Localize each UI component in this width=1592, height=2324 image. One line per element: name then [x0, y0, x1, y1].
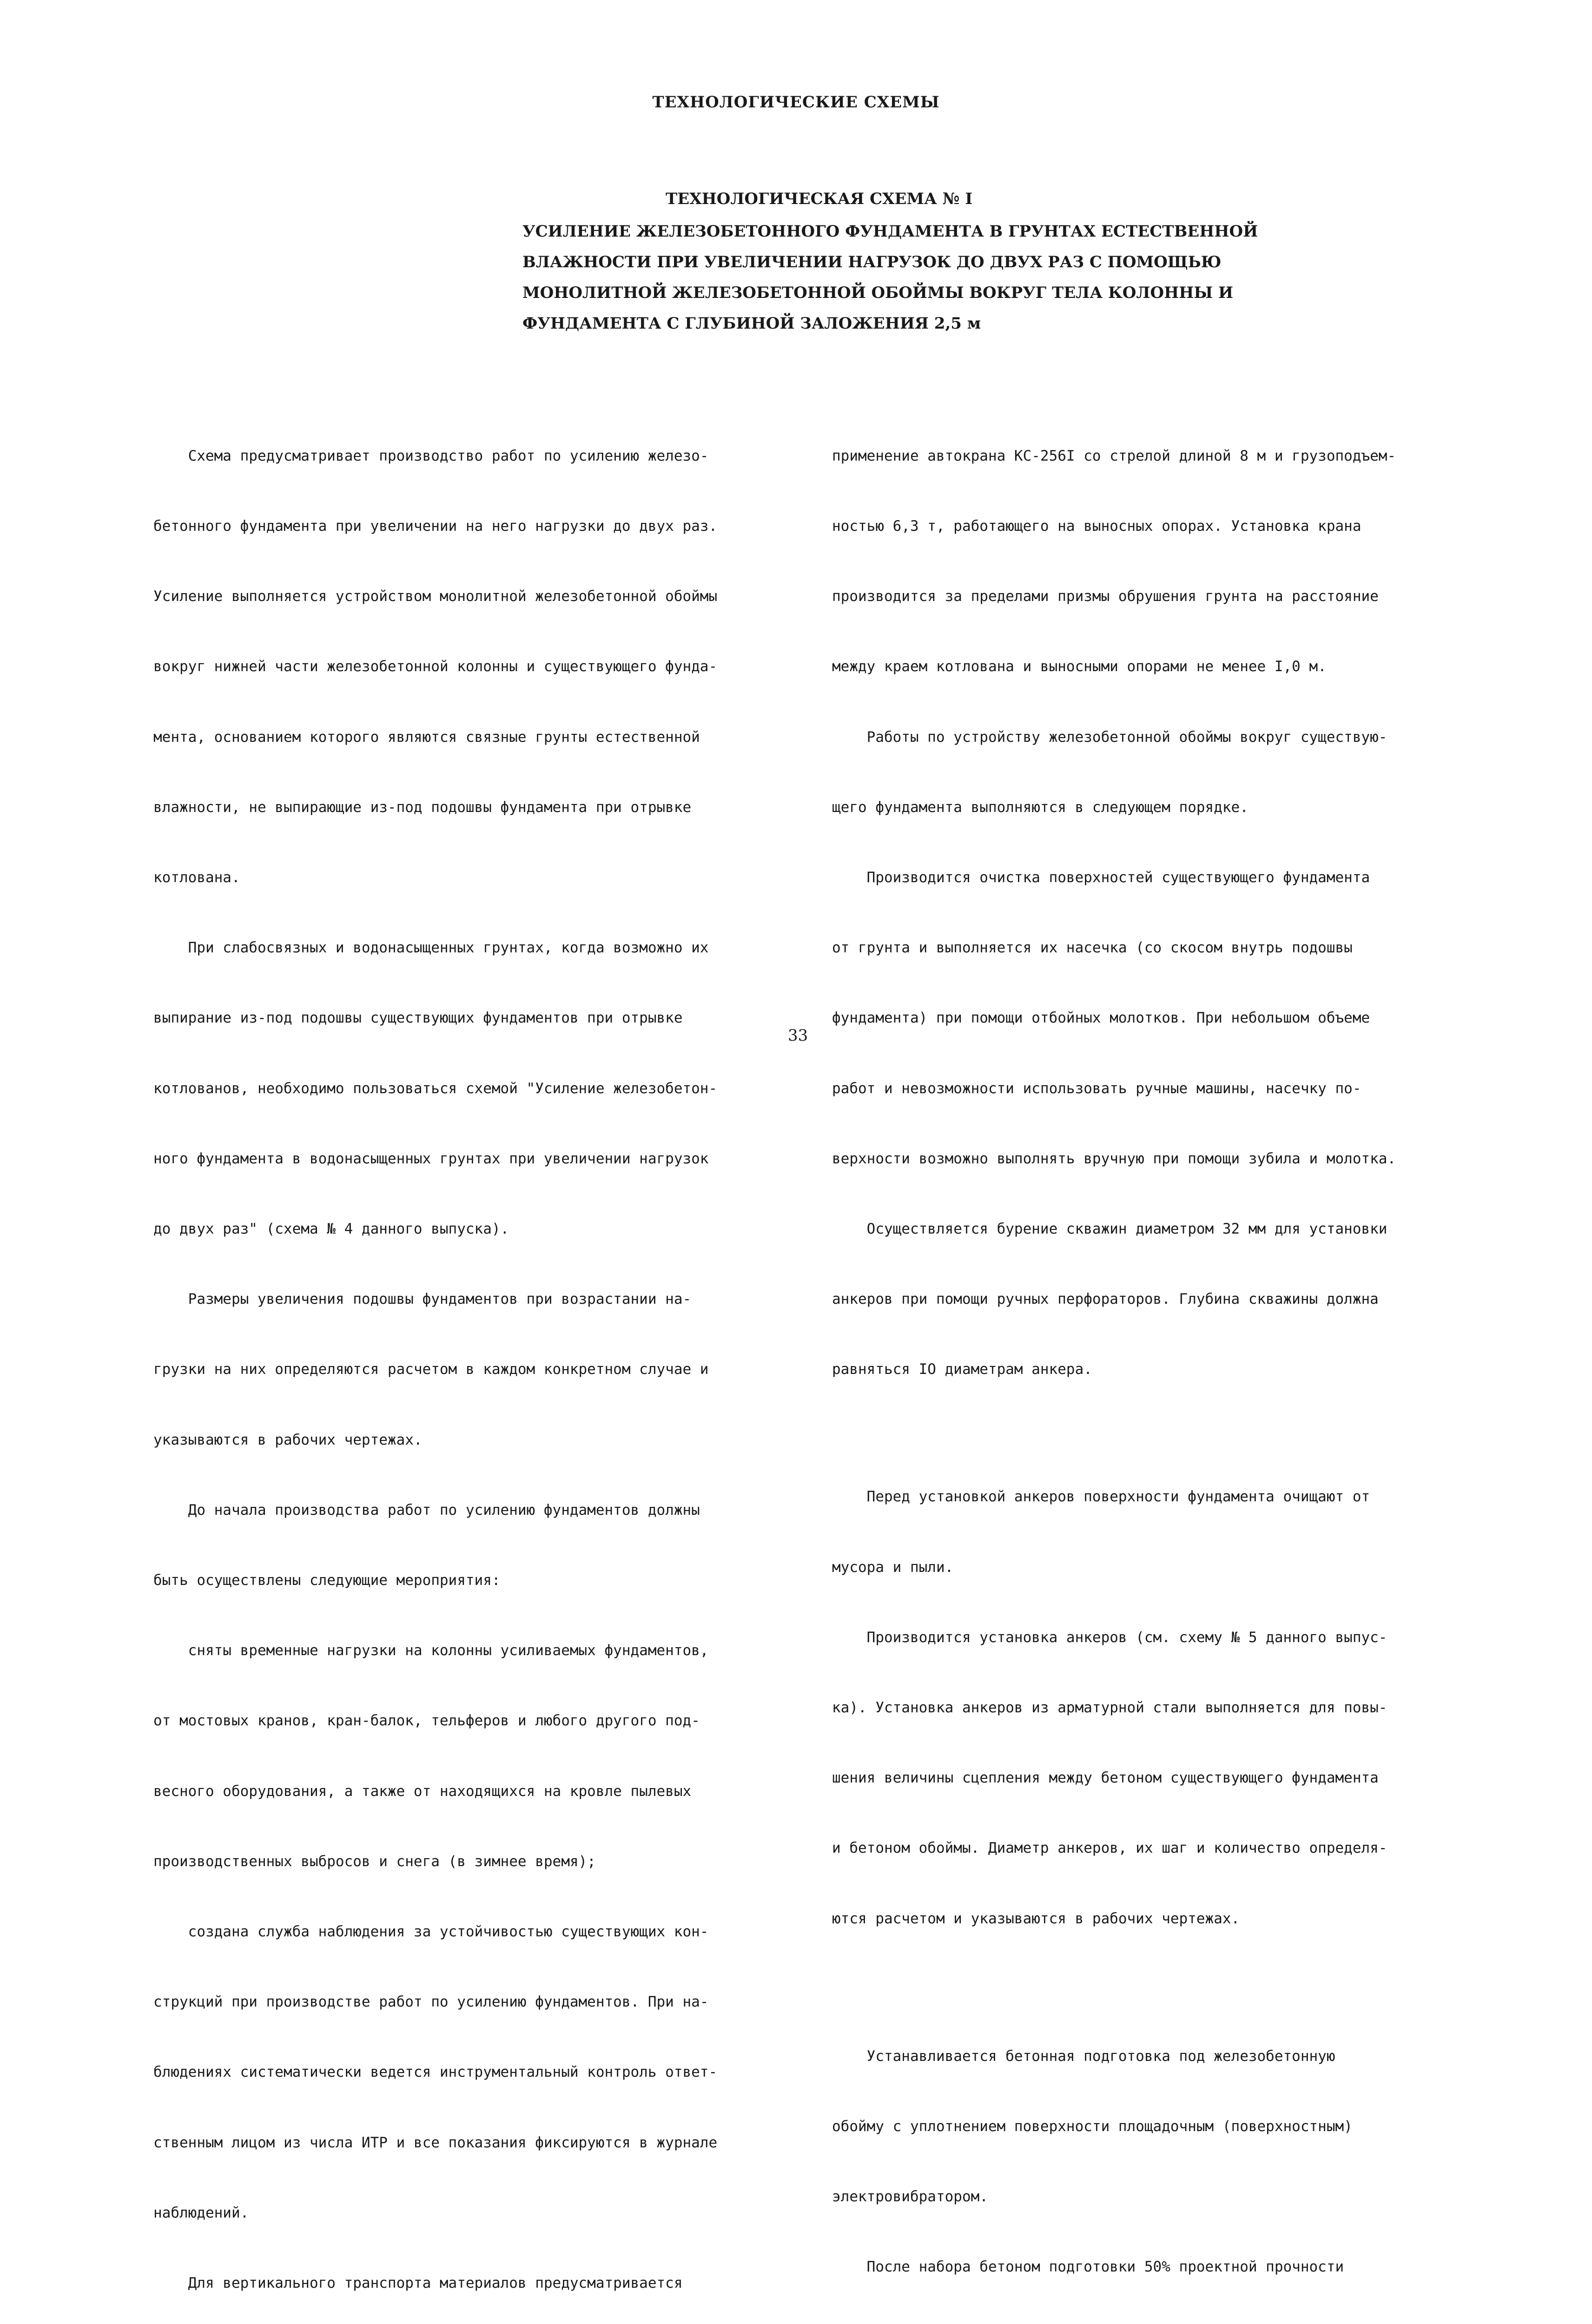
right-line: ностью 6,3 т, работающего на выносных опорах. Установка крана [832, 518, 1361, 535]
left-line: влажности, не выпирающие из-под подошвы фундамента при отрывке [153, 799, 692, 816]
left-line: вокруг нижней части железобетонной колонны и существующего фунда- [153, 658, 718, 675]
left-line: ственным лицом из числа ИТР и все показания фиксируются в журнале [153, 2134, 718, 2151]
scheme-number: ТЕХНОЛОГИЧЕСКАЯ СХЕМА № I [666, 190, 973, 208]
right-line: и бетоном обоймы. Диаметр анкеров, их шаг и количество определя- [832, 1840, 1387, 1857]
right-line: ются расчетом и указываются в рабочих чертежах. [832, 1910, 1240, 1927]
left-line: При слабосвязных и водонасыщенных грунтах, когда возможно их [153, 939, 709, 957]
right-line: Производится установка анкеров (см. схему № 5 данного выпус- [832, 1629, 1387, 1646]
left-line: до двух раз" (схема № 4 данного выпуска). [153, 1221, 509, 1238]
scheme-title-line-1: УСИЛЕНИЕ ЖЕЛЕЗОБЕТОННОГО ФУНДАМЕНТА В ГРУНТАХ ЕСТЕСТВЕННОЙ [522, 222, 1258, 241]
left-line: Усиление выполняется устройством монолитной железобетонной обоймы [153, 588, 718, 605]
right-line: фундамента) при помощи отбойных молотков. При небольшом объеме [832, 1010, 1370, 1027]
left-line: создана служба наблюдения за устойчивостью существующих кон- [153, 1923, 709, 1941]
left-line: блюдениях систематически ведется инструментальный контроль ответ- [153, 2064, 718, 2081]
right-line: анкеров при помощи ручных перфораторов. Глубина скважины должна [832, 1291, 1379, 1308]
left-line: указываются в рабочих чертежах. [153, 1431, 423, 1448]
right-line: щего фундамента выполняются в следующем порядке. [832, 799, 1248, 816]
left-line: производственных выбросов и снега (в зимнее время); [153, 1853, 596, 1870]
left-line: струкций при производстве работ по усилению фундаментов. При на- [153, 1994, 709, 2011]
right-line: применение автокрана КС-256I со стрелой длиной 8 м и грузоподъем- [832, 447, 1396, 464]
left-line: котлована. [153, 869, 240, 886]
right-line: Осуществляется бурение скважин диаметром 32 мм для установки [832, 1221, 1387, 1238]
right-line: После набора бетоном подготовки 50% проектной прочности [832, 2258, 1344, 2276]
right-line: производится за пределами призмы обрушения грунта на расстояние [832, 588, 1379, 605]
right-line: работ и невозможности использовать ручные машины, насечку по- [832, 1080, 1361, 1097]
left-line: быть осуществлены следующие мероприятия: [153, 1572, 501, 1589]
right-line: ка). Установка анкеров из арматурной стали выполняется для повы- [832, 1699, 1387, 1717]
left-line: выпирание из-под подошвы существующих фундаментов при отрывке [153, 1010, 683, 1027]
left-line: наблюдений. [153, 2204, 249, 2221]
left-line: ного фундамента в водонасыщенных грунтах при увеличении нагрузок [153, 1150, 709, 1167]
left-line: весного оборудования, а также от находящихся на кровле пылевых [153, 1783, 692, 1800]
left-line: Размеры увеличения подошвы фундаментов при возрастании на- [153, 1291, 692, 1308]
right-line: мусора и пыли. [832, 1558, 954, 1576]
right-column [832, 397, 1396, 2324]
right-line: между краем котлована и выносными опорами не менее I,0 м. [832, 658, 1327, 675]
right-line: электровибратором. [832, 2188, 988, 2205]
left-line: Для вертикального транспорта материалов предусматривается [153, 2275, 683, 2292]
right-line: верхности возможно выполнять вручную при помощи зубила и молотка. [832, 1150, 1396, 1167]
left-line: мента, основанием которого являются связные грунты естественной [153, 728, 700, 746]
section-title: ТЕХНОЛОГИЧЕСКИЕ СХЕМЫ [652, 93, 940, 112]
scheme-title-line-3: МОНОЛИТНОЙ ЖЕЛЕЗОБЕТОННОЙ ОБОЙМЫ ВОКРУГ ТЕЛА КОЛОННЫ И [522, 284, 1234, 302]
right-line: Работы по устройству железобетонной обоймы вокруг существую- [832, 728, 1387, 746]
right-line: от грунта и выполняется их насечка (со скосом внутрь подошвы [832, 939, 1353, 957]
right-line: Производится очистка поверхностей существующего фундамента [832, 869, 1370, 886]
right-line: шения величины сцепления между бетоном существующего фундамента [832, 1769, 1379, 1787]
left-line: грузки на них определяются расчетом в каждом конкретном случае и [153, 1361, 709, 1378]
paragraph-gap [832, 1428, 1396, 1439]
left-line: бетонного фундамента при увеличении на него нагрузки до двух раз. [153, 518, 718, 535]
left-line: До начала производства работ по усилению фундаментов должны [153, 1501, 700, 1519]
paragraph-gap [832, 1977, 1396, 1998]
right-line: Перед установкой анкеров поверхности фундамента очищают от [832, 1488, 1370, 1505]
left-line: от мостовых кранов, кран-балок, тельферов и любого другого под- [153, 1712, 700, 1730]
left-line: котлованов, необходимо пользоваться схемой "Усиление железобетон- [153, 1080, 718, 1097]
scheme-title-line-2: ВЛАЖНОСТИ ПРИ УВЕЛИЧЕНИИ НАГРУЗОК ДО ДВУХ РАЗ С ПОМОЩЬЮ [522, 253, 1222, 271]
right-line: Устанавливается бетонная подготовка под железобетонную [832, 2047, 1335, 2065]
left-line: Схема предусматривает производство работ по усилению железо- [153, 447, 709, 464]
right-line: равняться IO диаметрам анкера. [832, 1361, 1092, 1378]
page-number: 33 [788, 1026, 808, 1045]
right-line: обойму с уплотнением поверхности площадочным (поверхностным) [832, 2118, 1353, 2135]
scheme-title-line-4: ФУНДАМЕНТА С ГЛУБИНОЙ ЗАЛОЖЕНИЯ 2,5 м [522, 314, 981, 333]
left-line: сняты временные нагрузки на колонны усиливаемых фундаментов, [153, 1642, 709, 1659]
left-column [153, 397, 717, 2318]
